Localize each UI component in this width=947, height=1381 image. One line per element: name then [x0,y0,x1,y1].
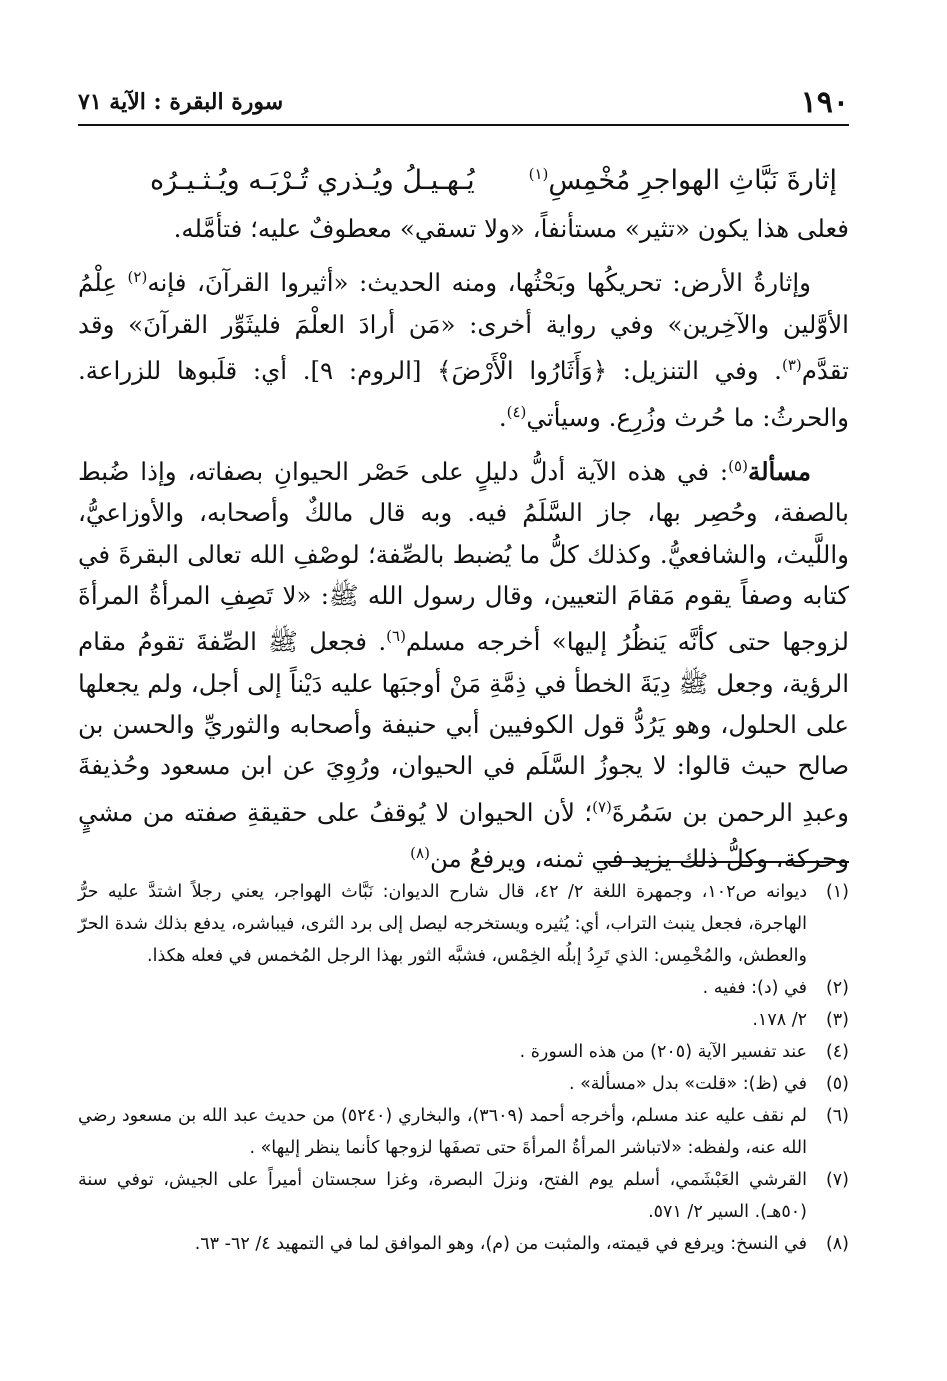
footnote-item [78,1068,849,1100]
footnote-text: في (ظ): «قلت» بدل «مسألة» . [568,1074,807,1094]
footnotes [78,876,849,1260]
footnote-number: (٢) [825,978,849,998]
footnote-text: ديوانه ص١٠٢، وجمهرة اللغة ٢/ ٤٢، قال شارح الديوان: نَبَّاث الهواجر، يعني رجلاً اشتدَّ عليه حرُّ الهاجرة، فجعل ينبث التراب، أي: يُثيره ويستخرجه ليصل إلى برد الثرى، فيباشره، يدفع بذلك شدة الحرّ والعطش، والمُخْمِس: الذي تَرِدُ إبلُه الخِمْس، فشبَّه الثور بهذا الرجل المُخمس في فعله هكذا. [78,882,807,966]
footnote-number: (٥) [825,1074,849,1094]
issue-heading: مسألة [747,457,811,487]
footnote-item [78,1164,849,1228]
footnote-text: عند تفسير الآية (٢٠٥) من هذه السورة . [519,1042,807,1062]
footnote-ref-1[interactable]: (١) [528,164,549,183]
paragraph-2-part-1: وإثارةُ الأرض: تحريكُها وبَحْثُها، ومنه الحديث: «أثيروا القرآنَ، فإنه [147,268,811,298]
footnote-text: ٢/ ١٧٨. [752,1010,807,1030]
footnote-number: (٨) [825,1234,849,1254]
running-title: سورة البقرة : الآية ٧١ [78,89,284,115]
paragraph-2-part-2: عِلْمُ الأوَّلين والآخِرين» وفي رواية أخرى: «مَن أرادَ العلْمَ فليثَوِّر القرآنَ» وقد تقدَّم [78,268,849,386]
footnote-item [78,876,849,972]
verse-hemistich-right [529,165,837,196]
paragraph-2-part-3: . وفي التنزيل: ﴿وَأَثَارُوا الْأَرْضَ﴾ [الروم: ٩]. أي: قلَبوها للزراعة. والحرثُ: ما حُرث وزُرِع. وسيأتي [78,356,849,432]
footnote-number: (٦) [825,1106,849,1126]
main-text [78,208,849,880]
footnote-item [78,1228,849,1260]
footnote-ref-6[interactable]: (٦) [386,627,406,646]
page-header [78,86,849,126]
paragraph-1: فعلى هذا يكون «تثير» مستأنفاً، «ولا تسقي» معطوفٌ عليه؛ فتأمَّله. [173,214,849,243]
footnote-number: (٧) [825,1170,849,1190]
poetry-verse [150,158,837,202]
footnote-text: لم نقف عليه عند مسلم، وأخرجه أحمد (٣٦٠٩)، والبخاري (٥٢٤٠) من حديث عبد الله بن مسعود رضي الله عنه، ولفظه: «لاتباشر المرأةُ المرأةَ حتى تصفَها لزوجها كأنما ينظر إليها» . [78,1106,807,1158]
verse-hemistich-left: يُـهـيـلُ ويُـذري تُـرْبَـه ويُـثـيـرُه [150,164,475,196]
footnote-ref-2[interactable]: (٢) [127,268,148,287]
footnote-ref-5[interactable]: (٥) [728,456,748,475]
page-number: ١٩٠ [800,84,849,120]
footnote-ref-4[interactable]: (٤) [506,402,527,421]
footnote-item [78,972,849,1004]
footnote-number: (٤) [825,1042,849,1062]
footnote-ref-3[interactable]: (٣) [781,356,802,375]
footnote-number: (١) [825,882,849,902]
footnote-item [78,1004,849,1036]
paragraph-2-part-4: . [498,402,507,432]
footnote-text: في النسخ: ويرفع في قيمته، والمثبت من (م)، وهو الموافق لما في التمهيد ٤/ ٦٢- ٦٣. [194,1234,807,1254]
footnote-text: في (د): ففيه . [702,978,807,998]
footnote-item [78,1036,849,1068]
paragraph-3 [78,446,849,880]
footnote-divider [597,861,849,863]
paragraph-3-part-1: : في هذه الآية أدلُّ دليلٍ على حَصْر الحيوانِ بصفاته، وإذا ضُبط بالصفة، وحُصِر بها، جاز السَّلَمُ فيه. وبه قال مالكٌ وأصحابه، والأوزاعيُّ، واللَّيث، والشافعيُّ. وكذلك كلُّ ما يُضبط بالصِّفة؛ لوصْفِ الله تعالى البقرةَ في كتابه وصفاً يقوم مَقامَ التعيين، وقال رسول الله ﷺ: «لا تَصِفِ المرأةُ المرأةَ لزوجها حتى كأنَّه يَنظُرُ إليها» أخرجه مسلم [78,457,849,657]
paragraph-3-part-2: . فجعل ﷺ الصِّفةَ تقومُ مقام الرؤية، وجعل ﷺ دِيَةَ الخطأ في ذِمَّةِ مَنْ أوجبَها عليه دَيْناً إلى أجل، ولم يجعلها على الحلول، وهو يَرُدُّ قول الكوفيين أبي حنيفة وأصحابه والثوريِّ والحسن بن صالح حيث قالوا: لا يجوزُ السَّلَم في الحيوان، ورُوِيَ عن ابن مسعود وحُذيفةَ وعبدِ الرحمن بن سَمُرةَ [78,627,849,827]
footnote-number: (٣) [825,1010,849,1030]
footnote-ref-8[interactable]: (٨) [410,844,430,863]
footnote-ref-7[interactable]: (٧) [592,797,612,816]
footnote-text: القرشي العَبْشَمي، أسلم يوم الفتح، ونزلَ البصرة، وغزا سجستان أميراً على الجيش، توفي سنة (٥٠هـ). السير ٢/ ٥٧١. [78,1170,807,1222]
verse-hemistich-right-text: إثارةَ نَبَّاثِ الهواجرِ مُخْمِسِ [548,164,837,196]
footnote-item [78,1100,849,1164]
paragraph-2 [78,257,849,438]
paragraph-3-part-3: ؛ لأن الحيوان لا يُوقفُ على حقيقةِ صفته من مشيٍ وحركة، وكلُّ ذلك يزيد في ثمنه، ويرفعُ من [78,797,849,874]
